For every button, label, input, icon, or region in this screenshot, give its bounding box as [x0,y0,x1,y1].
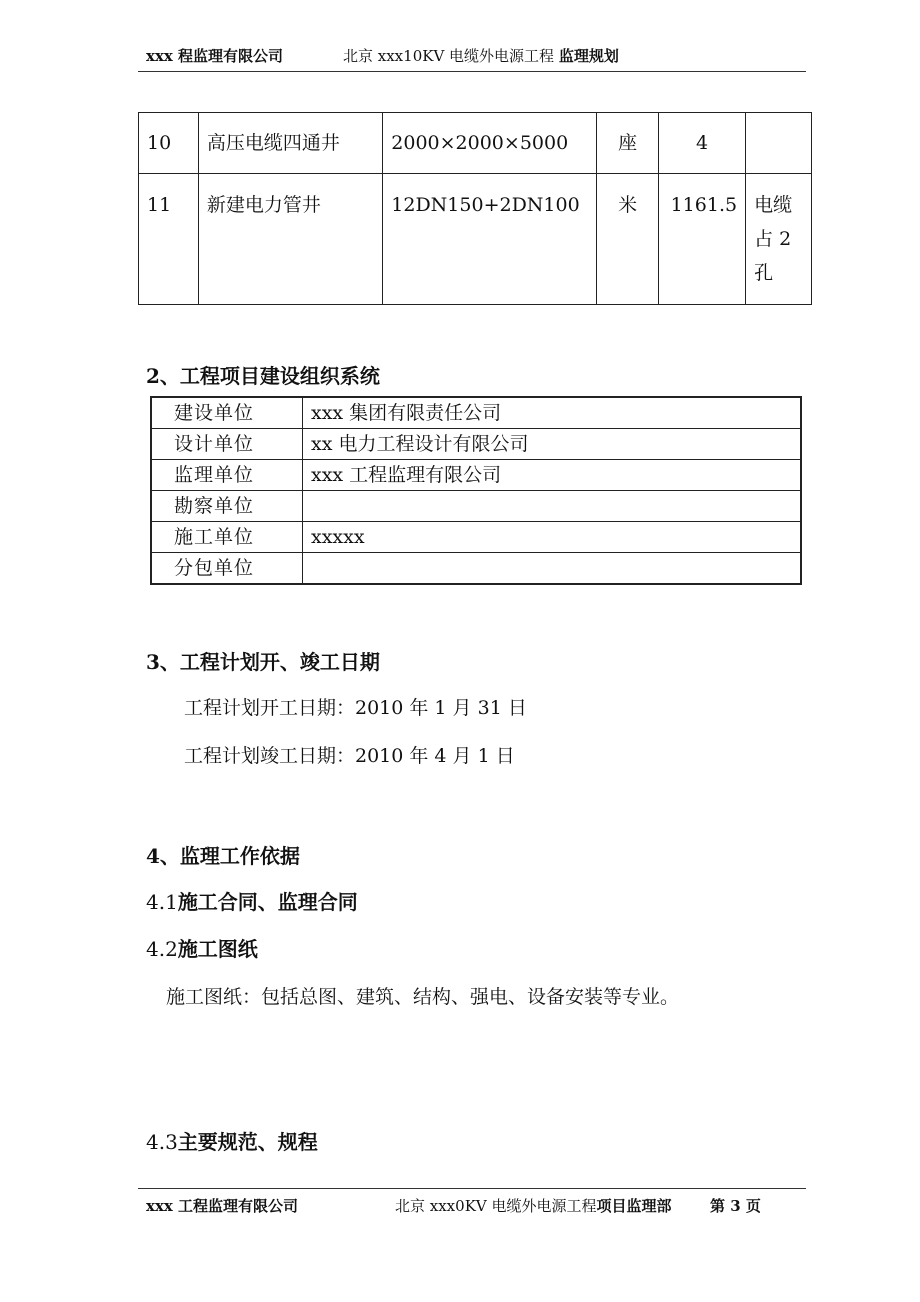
org-label: 施工单位 [151,522,303,553]
org-value [303,553,802,585]
section-title: 施工合同、监理合同 [177,890,358,914]
header-rule [138,71,806,72]
footer-project-name: 北京 xxx0KV 电缆外电源工程 [395,1197,597,1215]
cell-spec: 2000×2000×5000 [383,113,597,174]
header-company: xxx 程监理有限公司 [146,47,284,65]
cell-no: 10 [139,113,199,174]
note-line: 孔 [754,262,774,284]
section-number: 4.2 [146,937,178,961]
cell-unit: 座 [597,113,659,174]
end-date: 工程计划竣工日期：2010 年 4 月 1 日 [184,745,515,767]
table-row [139,174,812,305]
section-title: 施工图纸 [177,937,258,961]
footer-company: xxx 工程监理有限公司 [146,1197,299,1215]
section-4-2-heading [146,933,258,962]
table-row [151,491,801,522]
org-value: xx 电力工程设计有限公司 [303,429,802,460]
table-row [151,553,801,585]
section4-title: 4、监理工作依据 [146,844,300,868]
org-value [303,491,802,522]
org-value: xxx 集团有限责任公司 [303,397,802,429]
footer-dept: 项目监理部 [596,1197,672,1215]
footer-rule [138,1188,806,1189]
org-label: 设计单位 [151,429,303,460]
organization-table [150,396,802,585]
cell-note [746,174,812,305]
cell-qty: 1161.5 [659,174,746,305]
cell-no: 11 [139,174,199,305]
section-number: 4.3 [146,1130,178,1154]
table-row [151,429,801,460]
cell-name: 高压电缆四通井 [198,113,382,174]
org-label: 勘察单位 [151,491,303,522]
note-line: 电缆 [754,194,793,216]
org-value: xxxxx [303,522,802,553]
page-number: 第 3 页 [710,1197,761,1215]
header-doc-type: 监理规划 [558,47,619,65]
note-line: 占 2 [754,228,792,250]
org-label: 监理单位 [151,460,303,491]
start-date: 工程计划开工日期：2010 年 1 月 31 日 [184,697,527,719]
cell-spec: 12DN150+2DN100 [383,174,597,305]
section-number: 4.1 [146,890,178,914]
footer-project [395,1195,672,1216]
cell-unit: 米 [597,174,659,305]
section-title: 主要规范、规程 [177,1130,318,1154]
header-project [343,45,619,66]
table-row [139,113,812,174]
section-4-3-heading [146,1126,318,1155]
table-row [151,397,801,429]
org-label: 建设单位 [151,397,303,429]
section2-title: 2、工程项目建设组织系统 [146,364,380,388]
quantities-table [138,112,812,305]
section-4-1-heading [146,886,358,915]
org-value: xxx 工程监理有限公司 [303,460,802,491]
table-row [151,522,801,553]
header-project-name: 北京 xxx10KV 电缆外电源工程 [343,47,555,65]
drawings-description: 施工图纸：包括总图、建筑、结构、强电、设备安装等专业。 [166,986,680,1008]
section3-title: 3、工程计划开、竣工日期 [146,650,380,674]
cell-note [746,113,812,174]
cell-name: 新建电力管井 [198,174,382,305]
cell-qty: 4 [659,113,746,174]
org-label: 分包单位 [151,553,303,585]
table-row [151,460,801,491]
